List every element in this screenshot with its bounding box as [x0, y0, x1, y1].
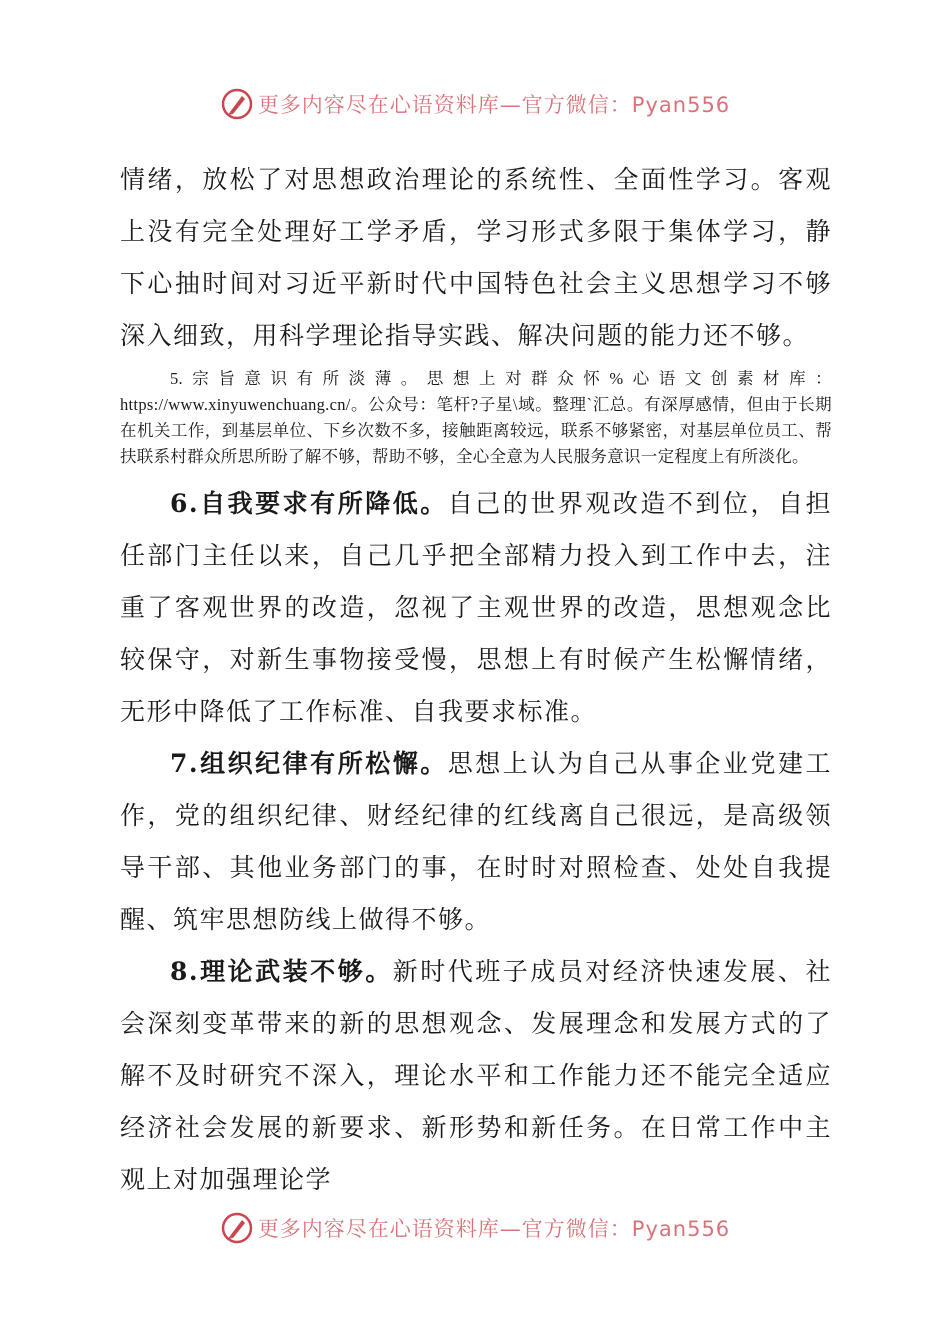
paragraph-1: 情绪，放松了对思想政治理论的系统性、全面性学习。客观上没有完全处理好工学矛盾，学习形式多限于集体学习，静下心抽时间对习近平新时代中国特色社会主义思想学习不够深入细致，用科学理论指导实践、解决问题的能力还不够。: [120, 165, 832, 350]
paragraph-5-text: 新时代班子成员对经济快速发展、社会深刻变革带来的新的思想观念、发展理念和发展方式的了解不及时研究不深入，理论水平和工作能力还不能完全适应经济社会发展的新要求、新形势和新任务。在日常工作中主观上对加强理论学: [120, 957, 832, 1194]
paragraph-4-text: 思想上认为自己从事企业党建工作，党的组织纪律、财经纪律的红线离自己很远，是高级领导干部、其他业务部门的事，在时时对照检查、处处自我提醒、筑牢思想防线上做得不够。: [120, 749, 832, 934]
header-banner-text: 更多内容尽在心语资料库—官方微信：Pyan556: [257, 93, 731, 117]
paragraph-2: 5.宗旨意识有所淡薄。思想上对群众怀%心语文创素材库：https://www.xinyuwenchuang.cn/。公众号：笔杆?子星\域。整理`汇总。有深厚感情，但由于长期在机关工作，到基层单位、下乡次数不多，接触距离较远，联系不够紧密，对基层单位员工、帮扶联系村群众所思所盼了解不够，帮助不够，全心全意为人民服务意识一定程度上有所淡化。: [120, 369, 832, 466]
footer-banner: [0, 1206, 950, 1250]
header-banner: [0, 82, 950, 126]
paragraph-3-text: 自己的世界观改造不到位，自担任部门主任以来，自己几乎把全部精力投入到工作中去，注重了客观世界的改造，忽视了主观世界的改造，思想观念比较保守，对新生事物接受慢，思想上有时候产生松懈情绪，无形中降低了工作标准、自我要求标准。: [120, 489, 832, 726]
paragraph-3-title: 6.自我要求有所降低。: [170, 489, 448, 518]
paragraph-3: [120, 478, 832, 738]
paragraph-4-title: 7.组织纪律有所松懈。: [170, 749, 448, 778]
document-body: [120, 154, 832, 1206]
pen-logo-icon: [220, 1211, 254, 1245]
paragraph-4: [120, 738, 832, 946]
footer-banner-text: 更多内容尽在心语资料库—官方微信：Pyan556: [257, 1217, 731, 1241]
pen-logo-icon: [220, 87, 254, 121]
paragraph-5-title: 8.理论武装不够。: [170, 957, 393, 986]
paragraph-5: [120, 946, 832, 1206]
